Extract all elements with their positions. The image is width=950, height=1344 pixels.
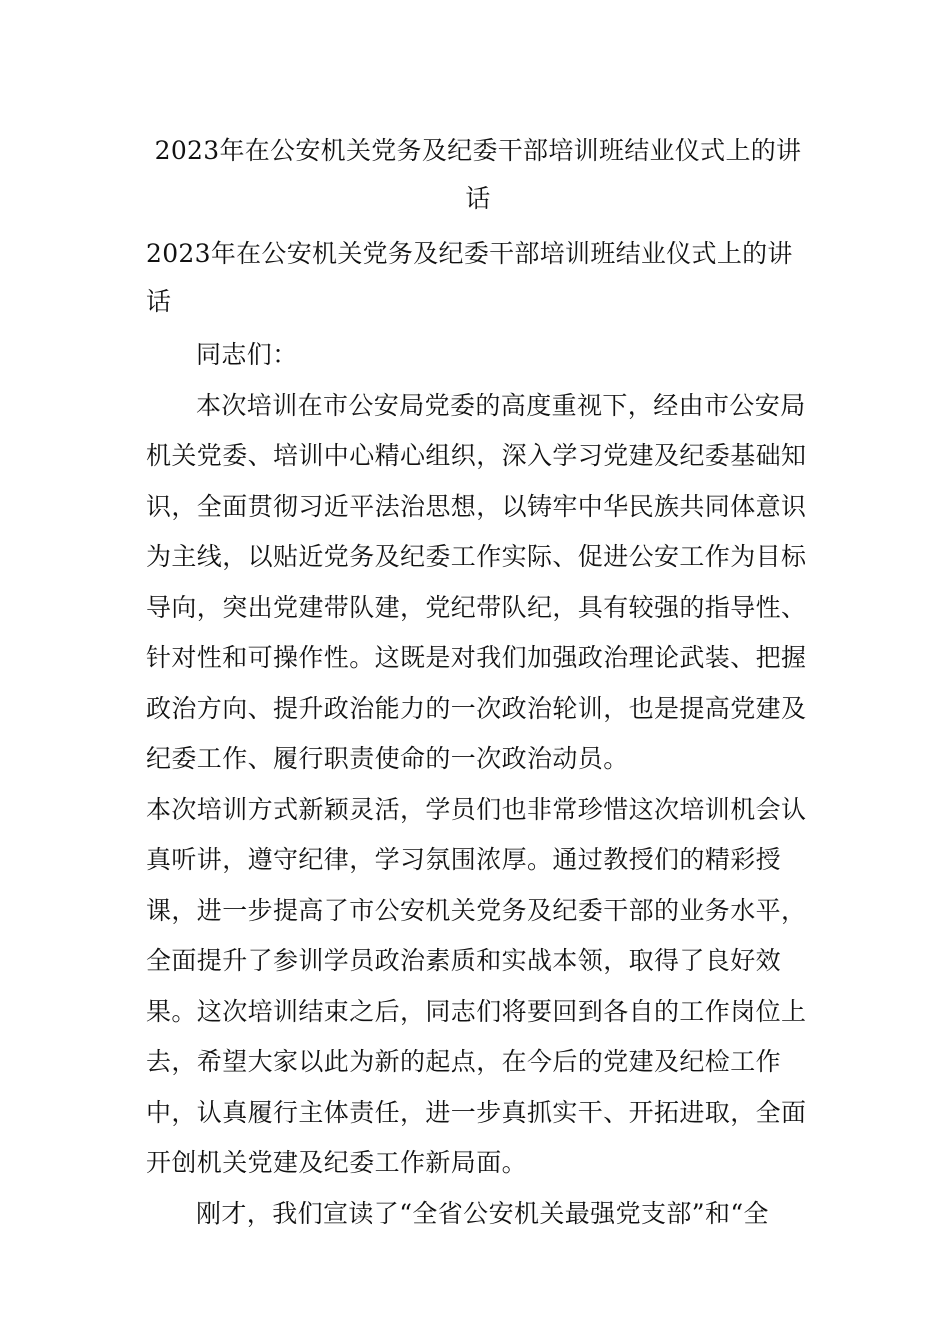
document-title: 2023年在公安机关党务及纪委干部培训班结业仪式上的讲话 — [154, 136, 802, 213]
paragraph-1: 本次培训在市公安局党委的高度重视下，经由市公安局机关党委、培训中心精心组织，深入学习党建及纪委基础知识，全面贯彻习近平法治思想，以铸牢中华民族共同体意识为主线，以贴近党务及纪委工作实际、促进公安工作为目标导向，突出党建带队建，党纪带队纪，具有较强的指导性、针对性和可操作性。这既是对我们加强政治理论武装、把握政治方向、提升政治能力的一次政治轮训，也是提高党建及纪委工作、履行职责使命的一次政治动员。 — [146, 390, 807, 773]
salutation: 同志们： — [196, 340, 298, 369]
paragraph-2: 本次培训方式新颖灵活，学员们也非常珍惜这次培训机会认真听讲，遵守纪律，学习氛围浓厚。通过教授们的精彩授课，进一步提高了市公安机关党务及纪委干部的业务水平，全面提升了参训学员政治素质和实战本领，取得了良好效果。这次培训结束之后，同志们将要回到各自的工作岗位上去，希望大家以此为新的起点，在今后的党建及纪检工作中，认真履行主体责任，进一步真抓实干、开拓进取，全面开创机关党建及纪委工作新局面。 — [146, 794, 807, 1177]
document-body — [146, 330, 810, 1239]
document-title-repeat: 2023年在公安机关党务及纪委干部培训班结业仪式上的讲话 — [146, 239, 793, 316]
paragraph-3: 刚才，我们宣读了“全省公安机关最强党支部”和“全 — [196, 1198, 769, 1228]
